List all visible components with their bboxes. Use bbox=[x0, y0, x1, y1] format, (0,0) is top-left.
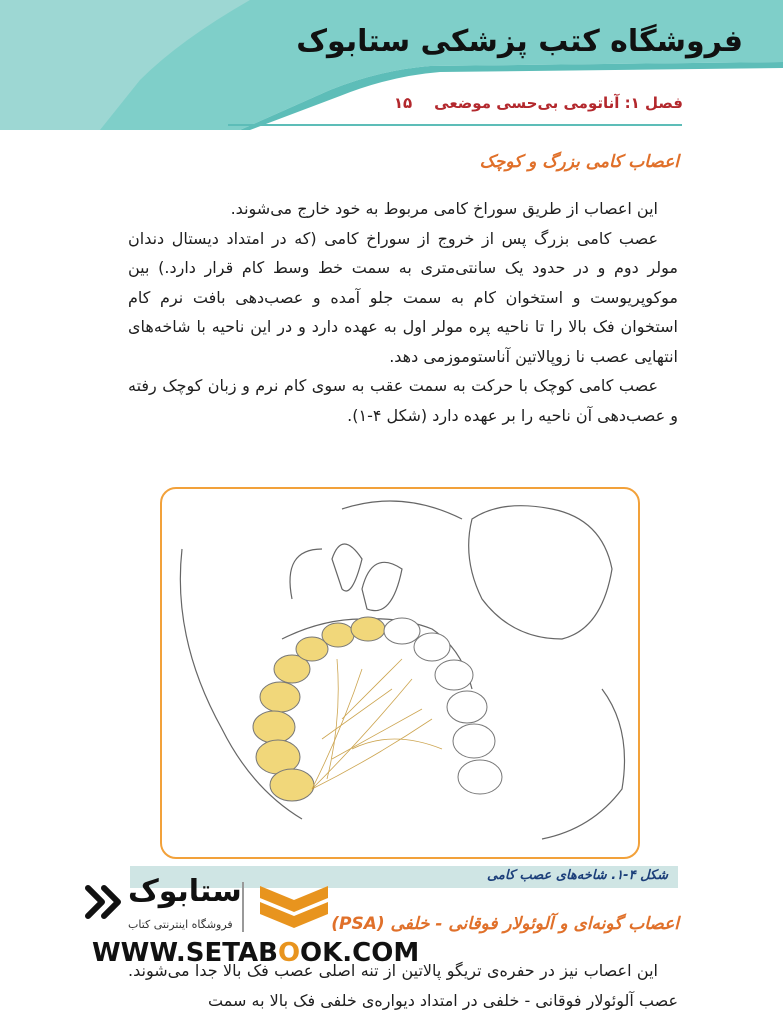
store-title: فروشگاه کتب پزشکی ستابوک bbox=[296, 24, 743, 59]
paragraph: این اعصاب نیز در حفره‌ی تریگو پالاتین از تنه اصلی عصب فک بالا جدا می‌شوند. عصب آلوئولار فوقانی - خلفی در امتداد دیواره‌ی خلفی فک بالا به سمت bbox=[128, 961, 678, 1010]
chapter-title: فصل ۱: آناتومی بی‌حسی موضعی bbox=[434, 94, 683, 112]
logo-tagline: فروشگاه اینترنتی کتاب bbox=[128, 918, 233, 931]
logo-url-suffix: OK.COM bbox=[300, 938, 420, 968]
page-number: ۱۵ bbox=[393, 94, 413, 112]
palate-illustration bbox=[162, 489, 638, 857]
section-heading-palatine-nerves: اعصاب کامی بزرگ و کوچک bbox=[479, 152, 679, 172]
running-header bbox=[394, 94, 683, 112]
section-heading-psa-nerves: اعصاب گونه‌ای و آلوئولار فوقانی - خلفی (PSA) bbox=[331, 914, 679, 934]
section-body bbox=[128, 194, 678, 430]
logo-brand-text: ستابوک bbox=[128, 874, 242, 909]
figure-frame bbox=[160, 487, 640, 859]
paragraph: این اعصاب از طریق سوراخ کامی مربوط به خود خارج می‌شوند. bbox=[230, 199, 658, 218]
logo-url-prefix: WWW.SETAB bbox=[92, 938, 278, 968]
header-rule bbox=[228, 124, 682, 126]
paragraph: عصب کامی کوچک با حرکت به سمت عقب به سوی کام نرم و زبان کوچک رفته و عصب‌دهی آن ناحیه را بر عهده دارد (شکل ۴-۱). bbox=[128, 376, 678, 425]
logo-url-o: O bbox=[277, 938, 301, 968]
figure-caption: شکل ۴-۱. شاخه‌های عصب کامی bbox=[487, 868, 668, 883]
paragraph: عصب کامی بزرگ پس از خروج از سوراخ کامی (که در امتداد دیستال دندان مولر دوم و در حدود یک سانتی‌متری به سمت خط وسط کام قرار دارد.) بین موکوپریوست و استخوان کام به سمت جلو آمده و عصب‌دهی بافت نرم کام استخوان فک بالا را تا ناحیه پره مولر اول به عهده دارد و در این ناحیه با شاخه‌های انتهایی عصب نا زوپالاتین آناستوموزمی دهد. bbox=[128, 228, 678, 366]
logo-url bbox=[92, 938, 419, 968]
